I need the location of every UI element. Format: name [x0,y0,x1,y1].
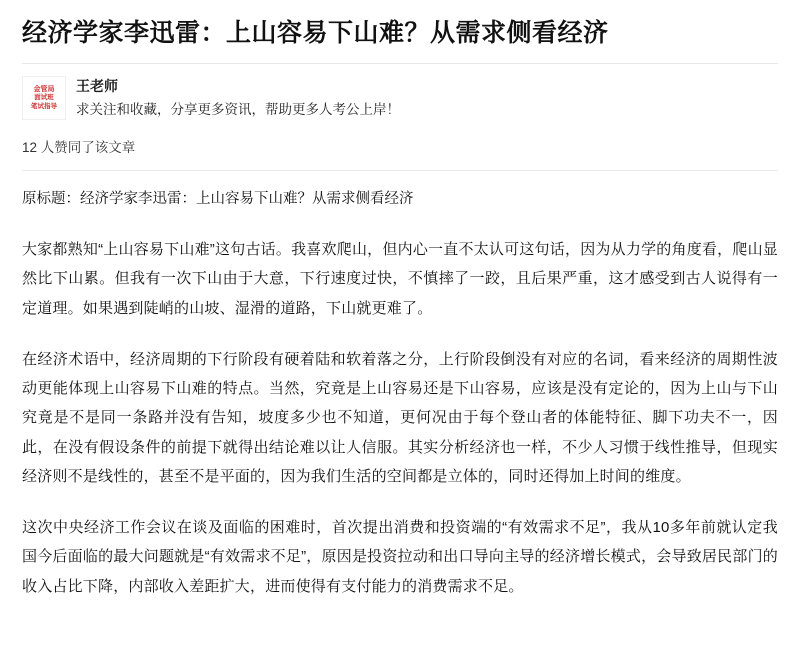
avatar-line-3: 笔试指导 [31,102,57,110]
author-meta [76,76,400,120]
article-paragraph: 在经济术语中，经济周期的下行阶段有硬着陆和软着落之分，上行阶段倒没有对应的名词，看来经济的周期性波动更能体现上山容易下山难的特点。当然，究竟是上山容易还是下山容易，应该是没有定论的，因为上山与下山究竟是不是同一条路并没有告知，坡度多少也不知道，更何况由于每个登山者的体能特征、脚下功夫不一，因此，在没有假设条件的前提下就得出结论难以让人信服。其实分析经济也一样，不少人习惯于线性推导，但现实经济则不是线性的，甚至不是平面的，因为我们生活的空间都是立体的，同时还得加上时间的维度。 [22,350,778,485]
avatar[interactable] [22,76,66,120]
title-divider [22,63,778,64]
page-title: 经济学家李迅雷：上山容易下山难？从需求侧看经济 [22,19,609,47]
likes-count: 12 人赞同了该文章 [22,140,136,156]
avatar-line-1: 金管局 [33,85,55,93]
author-row [22,76,778,120]
original-title: 原标题：经济学家李迅雷：上山容易下山难？从需求侧看经济 [22,191,414,208]
avatar-line-2: 面试班 [34,94,54,102]
article-paragraph: 大家都熟知“上山容易下山难”这句古话。我喜欢爬山，但内心一直不太认可这句话，因为从力学的角度看，爬山显然比下山累。但我有一次下山由于大意，下行速度过快，不慎摔了一跤，且后果严重，这才感受到古人说得有一定道理。如果遇到陡峭的山坡、湿滑的道路，下山就更难了。 [22,241,778,317]
content-divider [22,170,778,171]
article-paragraph: 这次中央经济工作会议在谈及面临的困难时，首次提出消费和投资端的“有效需求不足”，我从10多年前就认定我国今后面临的最大问题就是“有效需求不足”，原因是投资拉动和出口导向主导的经济增长模式，会导致居民部门的收入占比下降，内部收入差距扩大，进而使得有支付能力的消费需求不足。 [22,519,778,595]
author-name[interactable]: 王老师 [76,78,118,95]
author-description: 求关注和收藏，分享更多资讯，帮助更多人考公上岸！ [76,102,400,118]
